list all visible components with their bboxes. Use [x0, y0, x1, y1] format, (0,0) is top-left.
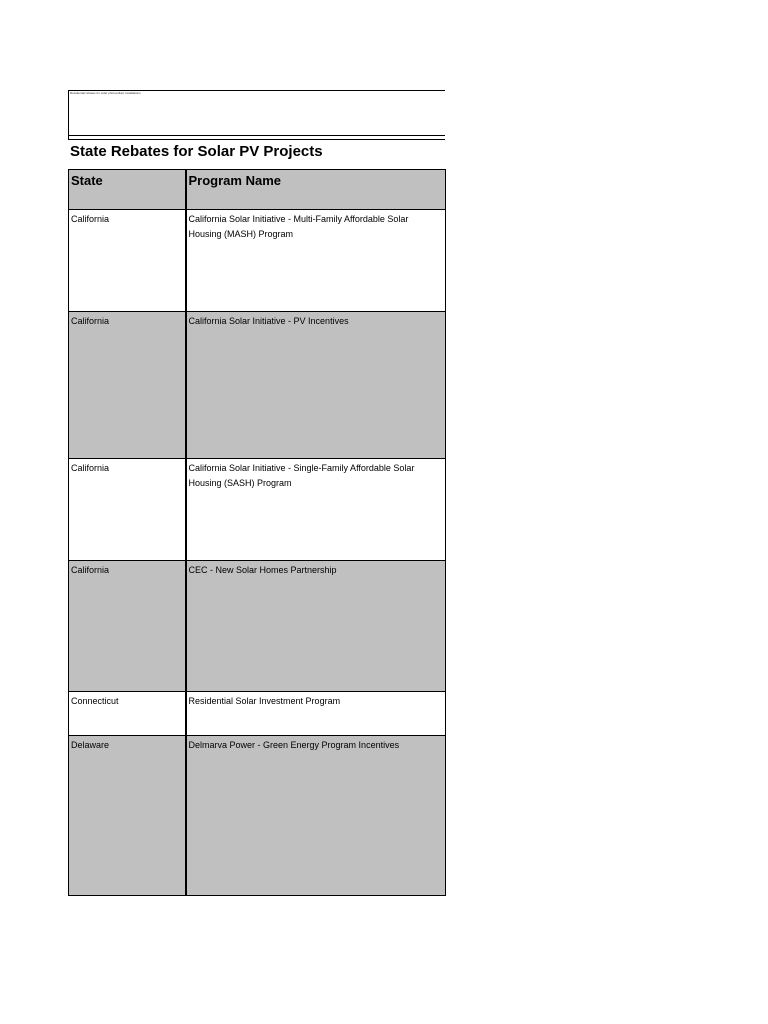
page-title: State Rebates for Solar PV Projects [70, 143, 323, 160]
table-row [69, 561, 446, 692]
state-cell: California [69, 561, 186, 692]
state-cell: California [69, 459, 186, 561]
table-row [69, 210, 446, 312]
program-cell: California Solar Initiative - PV Incentives [186, 312, 446, 459]
tiny-note: Residential rebates for solar photovoltaic installations [70, 91, 141, 95]
double-rule [68, 135, 445, 140]
state-cell: Delaware [69, 736, 186, 896]
table-header-row [69, 170, 446, 210]
column-header-program: Program Name [186, 170, 446, 210]
left-rule [68, 90, 69, 139]
state-cell: Connecticut [69, 692, 186, 736]
table-row [69, 312, 446, 459]
program-cell: Delmarva Power - Green Energy Program Incentives [186, 736, 446, 896]
state-cell: California [69, 312, 186, 459]
table-row [69, 459, 446, 561]
column-header-state: State [69, 170, 186, 210]
state-cell: California [69, 210, 186, 312]
table-row [69, 692, 446, 736]
program-cell: CEC - New Solar Homes Partnership [186, 561, 446, 692]
program-cell: California Solar Initiative - Multi-Family Affordable Solar Housing (MASH) Program [186, 210, 446, 312]
program-cell: California Solar Initiative - Single-Family Affordable Solar Housing (SASH) Program [186, 459, 446, 561]
table-row [69, 736, 446, 896]
program-cell: Residential Solar Investment Program [186, 692, 446, 736]
rebates-table [68, 169, 446, 896]
